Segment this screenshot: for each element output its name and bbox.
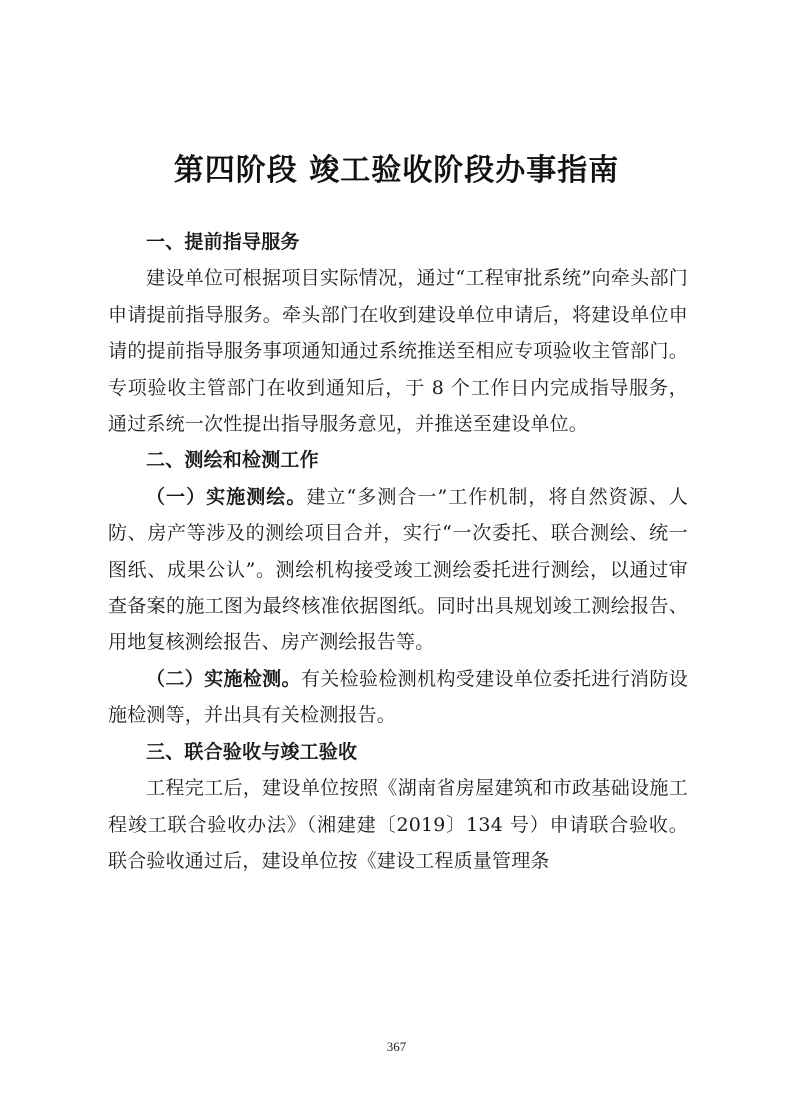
page-title: 第四阶段 竣工验收阶段办事指南: [173, 153, 620, 188]
paragraph-surveying: [108, 479, 688, 661]
paragraph-joint-acceptance: 工程完工后，建设单位按照《湖南省房屋建筑和市政基础设施工程竣工联合验收办法》（湘建建〔2019〕134 号）申请联合验收。联合验收通过后，建设单位按《建设工程质量管理条: [108, 777, 688, 872]
section-heading-joint-acceptance: 三、联合验收与竣工验收: [146, 740, 358, 763]
document-body: [108, 224, 688, 879]
testing-lead: （二）实施检测。: [146, 667, 301, 690]
paragraph-advance-guidance: 建设单位可根据项目实际情况，通过“工程审批系统”向牵头部门申请提前指导服务。牵头部门在收到建设单位申请后，将建设单位申请的提前指导服务事项通知通过系统推送至相应专项验收主管部门。专项验收主管部门在收到通知后，于 8 个工作日内完成指导服务，通过系统一次性提出指导服务意见，并推送至建设单位。: [108, 267, 688, 436]
section-heading-advance-guidance: 一、提前指导服务: [146, 231, 300, 253]
testing-text: 有关检验检测机构受建设单位委托进行消防设施检测等，并出具有关检测报告。: [108, 667, 688, 727]
paragraph-testing: [108, 661, 688, 734]
page-number: 367: [386, 1039, 407, 1054]
section-heading-surveying-testing: 二、测绘和检测工作: [146, 449, 319, 472]
surveying-lead: （一）实施测绘。: [146, 485, 307, 508]
surveying-text: 建立“多测合一”工作机制，将自然资源、人防、房产等涉及的测绘项目合并，实行“一次委托、联合测绘、统一图纸、成果公认”。测绘机构接受竣工测绘委托进行测绘，以通过审查备案的施工图为最终核准依据图纸。同时出具规划竣工测绘报告、用地复核测绘报告、房产测绘报告等。: [108, 485, 688, 654]
